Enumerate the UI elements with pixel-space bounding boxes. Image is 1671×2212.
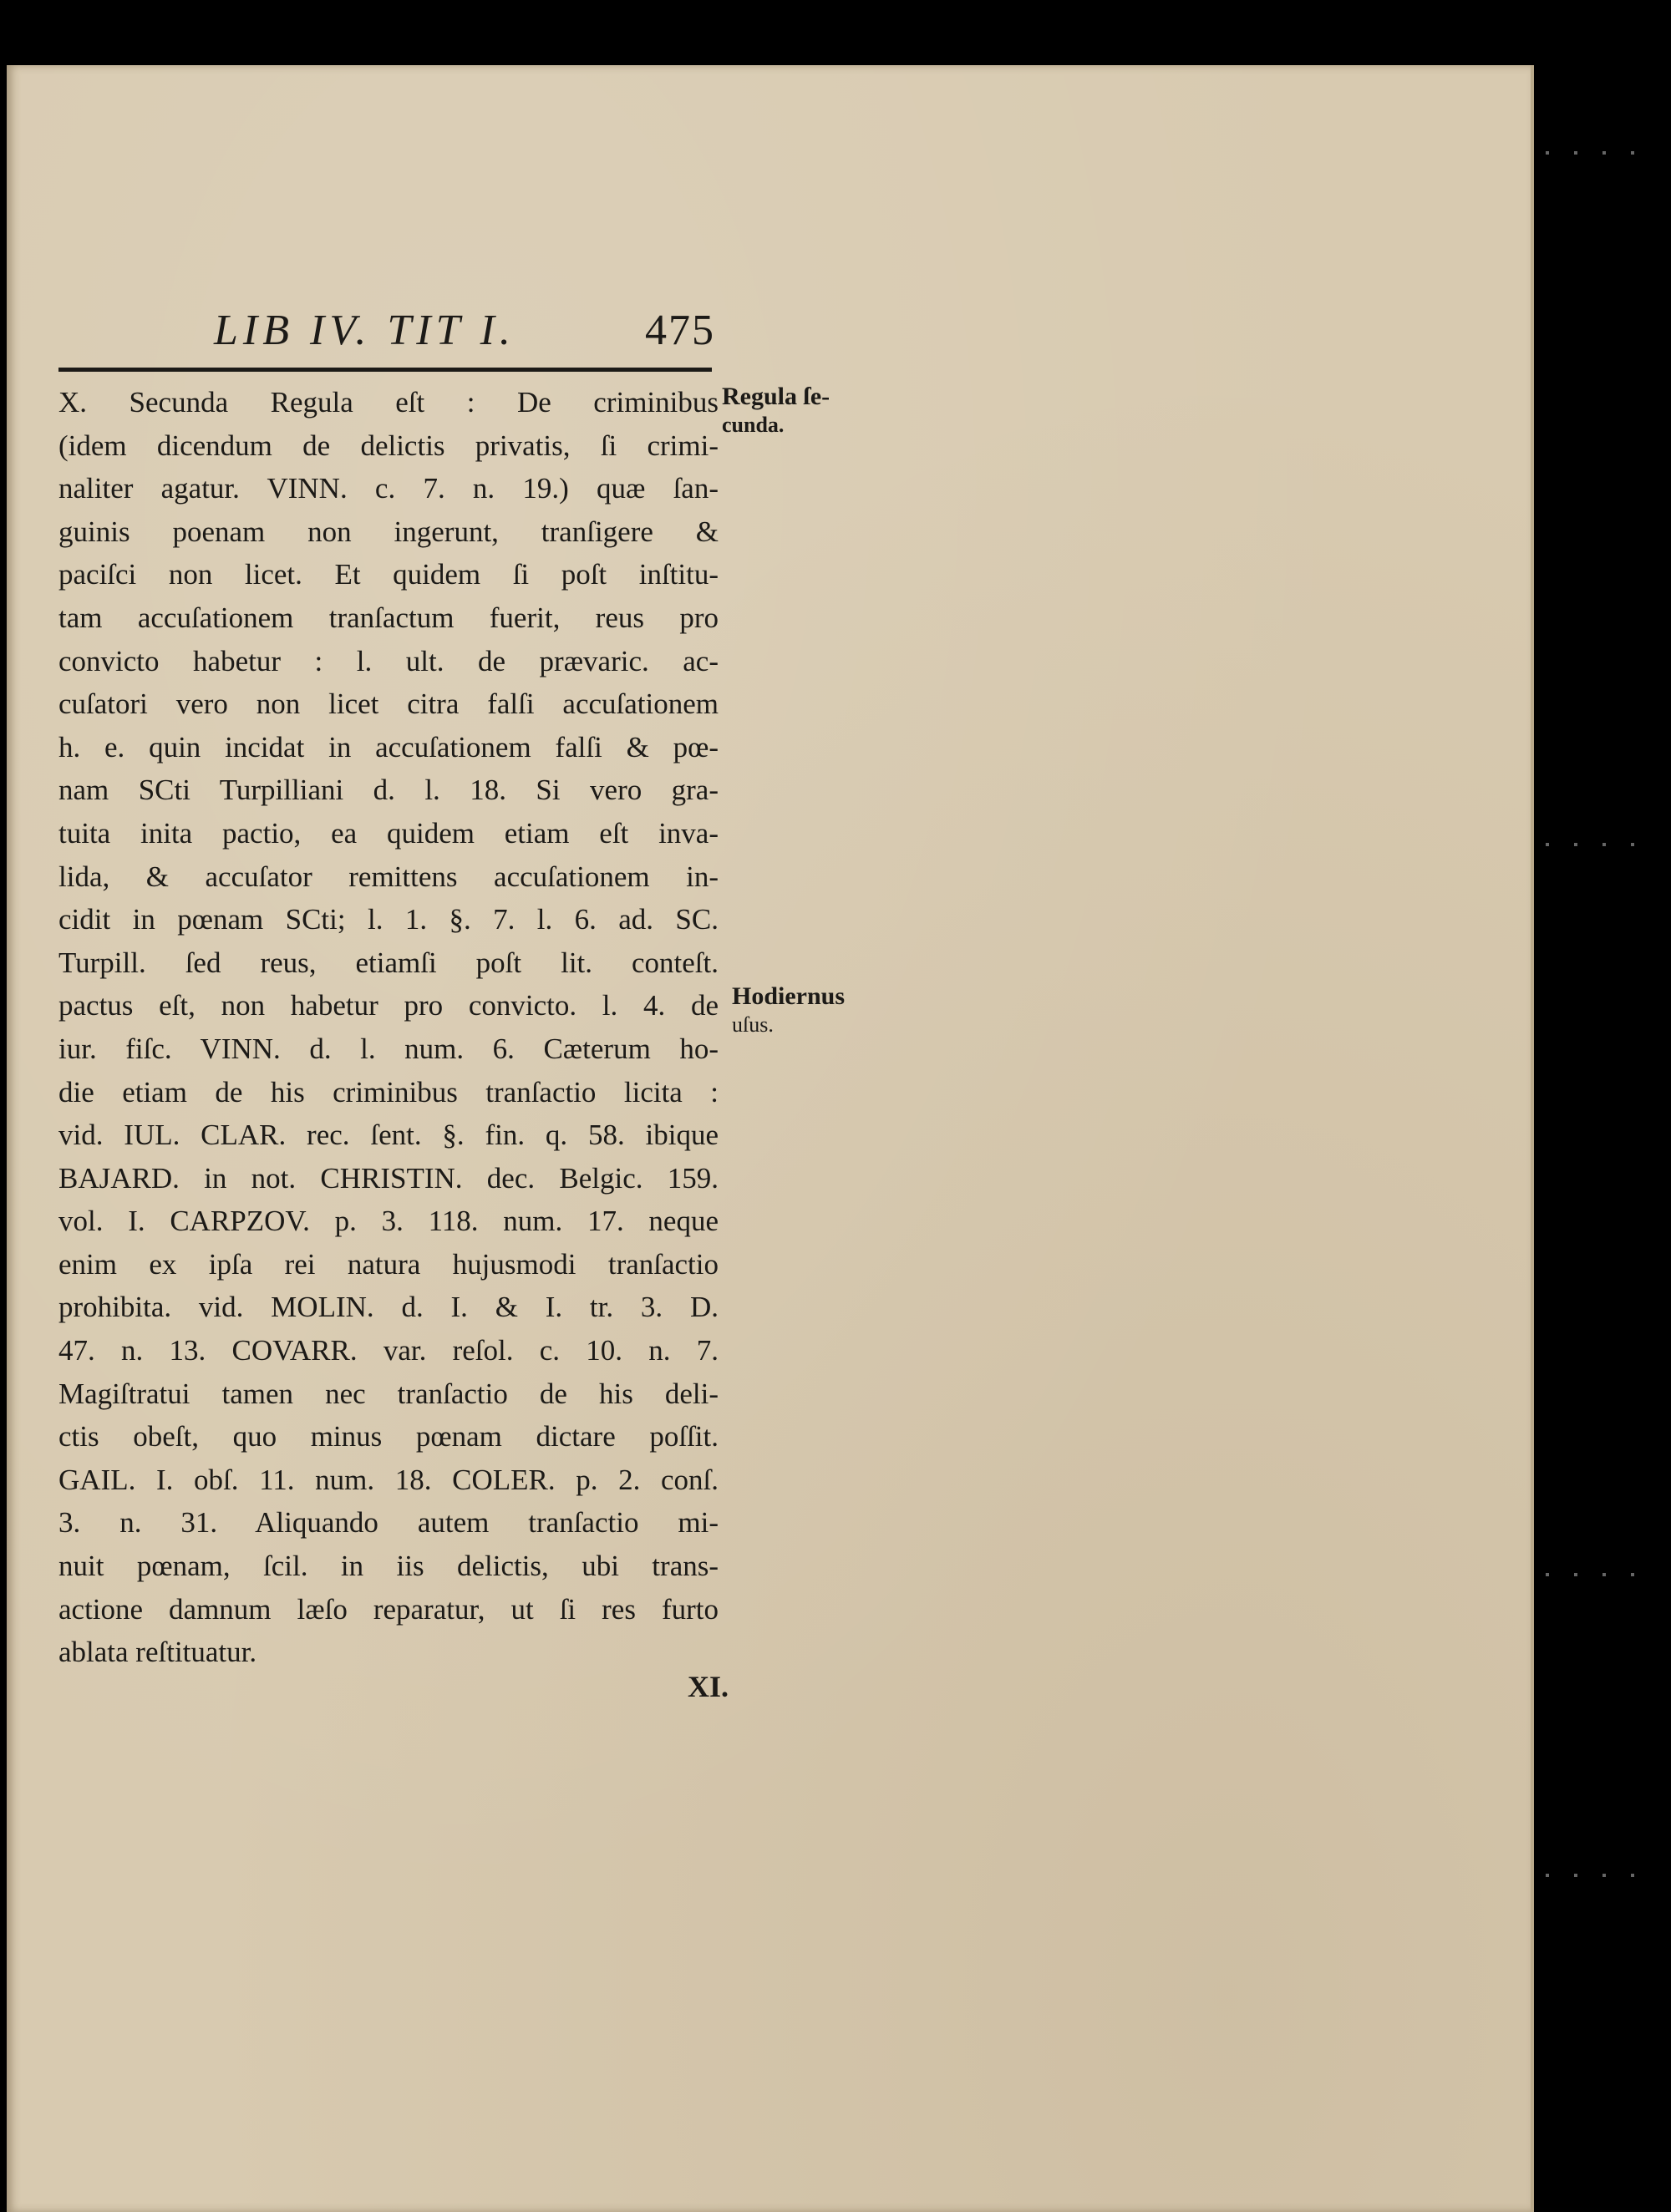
text-line: (idem dicendum de delictis privatis, ſi crimi- [58, 429, 719, 462]
text-line: Magiſtratui tamen nec tranſactio de his deli- [58, 1377, 719, 1410]
text-line: Turpill. ſed reus, etiamſi poſt lit. conteſt. [58, 946, 719, 979]
text-line: iur. fiſc. VINN. d. l. num. 6. Cæterum ho- [58, 1032, 719, 1065]
page-edge [1531, 65, 1534, 2212]
text-line: 47. n. 13. COVARR. var. reſol. c. 10. n. 7. [58, 1334, 719, 1367]
text-line: tuita inita pactio, ea quidem etiam eſt inva- [58, 816, 719, 850]
text-line: naliter agatur. VINN. c. 7. n. 19.) quæ ſan- [58, 472, 719, 505]
scan-dots [1546, 1866, 1663, 1871]
text-line: convicto habetur : l. ult. de prævaric. ac- [58, 644, 719, 677]
margin-note-line: uſus. [732, 1012, 774, 1037]
margin-note-line: Regula ſe- [722, 383, 830, 410]
text-line: pactus eſt, non habetur pro convicto. l. 4. de [58, 989, 719, 1022]
text-line: GAIL. I. obſ. 11. num. 18. COLER. p. 2. conſ. [58, 1463, 719, 1496]
margin-note-line: Hodiernus [732, 982, 846, 1010]
text-line: X. Secunda Regula eſt : De criminibus [58, 386, 719, 419]
text-line: ctis obeſt, quo minus pœnam dictare poſſit. [58, 1420, 719, 1454]
running-title: LIB IV. TIT I. [214, 307, 516, 354]
text-line: vid. IUL. CLAR. rec. ſent. §. fin. q. 58. ibique [58, 1119, 719, 1152]
book-page [7, 65, 1531, 2212]
text-line: vol. I. CARPZOV. p. 3. 118. num. 17. neque [58, 1205, 719, 1238]
text-line: guinis poenam non ingerunt, tranſigere & [58, 515, 719, 548]
margin-note [732, 982, 845, 1039]
header-rule [58, 368, 712, 372]
text-line: enim ex ipſa rei natura hujusmodi tranſactio [58, 1247, 719, 1281]
text-line: paciſci non licet. Et quidem ſi poſt inſtitu- [58, 558, 719, 591]
text-line: cidit in pœnam SCti; l. 1. §. 7. l. 6. ad. SC. [58, 903, 719, 936]
text-line: ablata reſtituatur. [58, 1636, 257, 1669]
page-number: 475 [645, 307, 715, 354]
margin-note [722, 383, 830, 439]
margin-note-line: cunda. [722, 413, 785, 437]
text-line: tam accuſationem tranſactum fuerit, reus pro [58, 601, 719, 634]
scan-dots [1546, 144, 1663, 149]
text-line: die etiam de his criminibus tranſactio licita : [58, 1075, 719, 1109]
text-line: lida, & accuſator remittens accuſationem in- [58, 860, 719, 893]
page-header [214, 306, 715, 364]
body-text [58, 381, 719, 1674]
text-line: actione damnum læſo reparatur, ut ſi res furto [58, 1592, 719, 1626]
text-line: h. e. quin incidat in accuſationem falſi & pœ- [58, 730, 719, 764]
text-line: nam SCti Turpilliani d. l. 18. Si vero gra- [58, 774, 719, 807]
scan-dots [1546, 1565, 1663, 1570]
text-line: cuſatori vero non licet citra falſi accuſationem [58, 687, 719, 721]
text-line: nuit pœnam, ſcil. in iis delictis, ubi trans- [58, 1550, 719, 1583]
scan-dots [1546, 835, 1663, 840]
catchword: XI. [688, 1670, 729, 1703]
text-line: 3. n. 31. Aliquando autem tranſactio mi- [58, 1506, 719, 1540]
text-line: prohibita. vid. MOLIN. d. I. & I. tr. 3. D. [58, 1291, 719, 1324]
text-line: BAJARD. in not. CHRISTIN. dec. Belgic. 159. [58, 1161, 719, 1195]
